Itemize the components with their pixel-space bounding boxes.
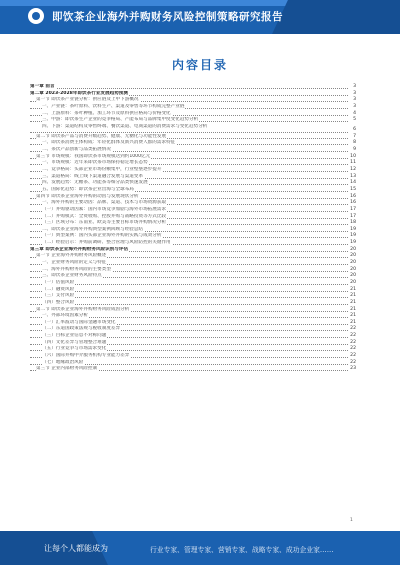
logo-icon xyxy=(28,8,44,24)
toc-entry-title: （五）行业竞争与市场需求变化 xyxy=(42,346,107,352)
toc-entry[interactable] xyxy=(30,287,356,294)
toc-entry[interactable] xyxy=(30,326,356,333)
toc-entry-title: 第一章 前言 xyxy=(30,84,55,89)
toc-entry-page: 17 xyxy=(350,206,356,212)
toc-entry-title: （一）估值风险 xyxy=(42,279,75,285)
toc-entry-title: （四）整合风险 xyxy=(42,299,75,305)
toc-entry[interactable] xyxy=(30,140,356,147)
toc-entry-title: 第一节 企业海外并购财务风险概述 xyxy=(36,253,107,259)
toc-entry-page: 19 xyxy=(350,233,356,239)
toc-entry[interactable] xyxy=(30,273,356,280)
toc-entry-page: 21 xyxy=(350,319,356,325)
toc-entry-page: 23 xyxy=(350,366,356,372)
toc-entry-page: 21 xyxy=(350,313,356,319)
toc-entry[interactable] xyxy=(30,91,356,98)
toc-entry-page: 10 xyxy=(350,153,356,159)
toc-entry-page: 20 xyxy=(350,253,356,259)
toc-entry[interactable] xyxy=(30,180,356,187)
toc-entry-title: 第二节 即饮茶企业海外并购财务风险成因分析 xyxy=(36,306,130,312)
toc-entry-title: 二、即饮茶企业海外并购典型案例回顾与经验总结 xyxy=(42,226,144,232)
toc-leader-dots xyxy=(30,132,348,133)
toc-entry-title: 第二节 即饮茶产品与消费升级趋势、健康、无糖化与功能性发展 xyxy=(36,133,167,139)
toc-entry-title: 一、市场规模：近年来即饮茶市场保持稳定增长态势 xyxy=(42,160,148,166)
toc-entry-title: 三、即饮茶企业财务风险特点 xyxy=(42,273,102,279)
toc-entry[interactable] xyxy=(30,253,356,260)
footer-slogan: 让每个人都能成为 xyxy=(44,544,108,553)
toc-entry-title: （二）东道国政策法规与税收制度差异 xyxy=(42,326,121,332)
toc-entry-page: 21 xyxy=(350,286,356,292)
header-decoration xyxy=(272,0,400,34)
toc-entry-title: （三）目标企业信息不对称问题 xyxy=(42,333,107,339)
toc-entry-title: 三、中游：即饮茶生产企业的竞争格局、产能布局与品牌集中度变化趋势分析 xyxy=(42,117,199,123)
toc-entry-page: 18 xyxy=(350,220,356,226)
toc-entry-title: 二、竞争格局：头部企业市场份额集中，行业壁垒逐步提升 xyxy=(42,167,162,173)
toc-entry-title: 一、产业链：茶叶原料、饮料生产、渠道及零售等环节构成完整产业链 xyxy=(42,103,185,109)
toc-entry[interactable] xyxy=(30,200,356,207)
toc-entry[interactable] xyxy=(30,360,356,367)
toc-entry-title: 第三节 企业内部财务风险控制 xyxy=(36,366,98,372)
toc-entry-title: （二）融资风险 xyxy=(42,286,75,292)
toc-entry-title: （六）国际并购中介服务机构专业能力差异 xyxy=(42,352,130,358)
toc-entry-title: 一、即饮茶消费主体构成：年轻化群体及新兴消费人群的需求特征 xyxy=(42,140,176,146)
toc-entry[interactable] xyxy=(30,97,356,104)
toc-entry-title: （四）文化差异与管理整合难题 xyxy=(42,339,107,345)
toc-entry-title: 一、外部环境因素分析 xyxy=(42,313,88,319)
toc-entry-page: 11 xyxy=(350,160,356,166)
toc-entry[interactable] xyxy=(30,167,356,174)
toc-entry[interactable] xyxy=(30,313,356,320)
toc-entry[interactable] xyxy=(30,207,356,214)
toc-entry-title: 第三节 市场规模：我国即饮茶市场规模达到约1000亿元 xyxy=(36,153,151,159)
toc-entry-title: （一）汇率波动与国际金融市场变化 xyxy=(42,319,116,325)
toc-entry[interactable] xyxy=(30,187,356,194)
footer-banner xyxy=(0,531,400,565)
toc-entry-page: 20 xyxy=(350,260,356,266)
toc-entry[interactable] xyxy=(30,346,356,353)
toc-entry-page: 19 xyxy=(350,226,356,232)
toc-entry-title: （三）支付风险 xyxy=(42,293,75,299)
toc-entry[interactable] xyxy=(30,220,356,227)
toc-entry-page: 13 xyxy=(350,173,356,179)
toc-entry-page: 20 xyxy=(350,266,356,272)
toc-entry[interactable] xyxy=(30,194,356,201)
toc-entry-page: 21 xyxy=(350,306,356,312)
toc-entry-page: 7 xyxy=(353,133,356,139)
toc-entry-page: 21 xyxy=(350,293,356,299)
toc-entry-page: 3 xyxy=(353,84,356,89)
toc-entry-page: 15 xyxy=(350,186,356,192)
toc-entry[interactable] xyxy=(30,320,356,327)
toc-entry-page: 9 xyxy=(353,147,356,153)
toc-entry-page: 6 xyxy=(353,127,356,133)
toc-entry-title: 一、企业财务风险的定义与特征 xyxy=(42,260,107,266)
toc-entry-page: 3 xyxy=(353,103,356,109)
toc-entry[interactable] xyxy=(30,340,356,347)
toc-entry-page: 22 xyxy=(350,339,356,345)
toc-entry-page: 19 xyxy=(350,240,356,246)
toc-entry[interactable] xyxy=(30,104,356,111)
toc-entry[interactable] xyxy=(30,300,356,307)
toc-entry[interactable] xyxy=(30,280,356,287)
page-number: 1 xyxy=(350,518,353,523)
toc-entry-title: 五、国际化趋势：即饮茶企业出海与全球布局 xyxy=(42,186,134,192)
toc-entry-page: 16 xyxy=(350,200,356,206)
toc-entry[interactable] xyxy=(30,227,356,234)
toc-entry-page: 22 xyxy=(350,352,356,358)
toc-entry-page: 22 xyxy=(350,333,356,339)
toc-entry[interactable] xyxy=(30,147,356,154)
toc-entry[interactable] xyxy=(30,214,356,221)
toc-entry-page: 4 xyxy=(353,110,356,116)
toc-entry-page: 16 xyxy=(350,193,356,199)
toc-leader-dots xyxy=(30,291,348,292)
toc-entry[interactable] xyxy=(30,307,356,314)
toc-entry[interactable] xyxy=(30,293,356,300)
toc-entry-title: （一）典型案例：国内头部企业海外并购的实践与成效分析 xyxy=(42,233,162,239)
toc-entry-title: 二、上游原料：茶叶种植、加工环节及原料供应格局与价格变化 xyxy=(42,110,171,116)
toc-entry[interactable] xyxy=(30,124,356,134)
toc-entry[interactable] xyxy=(30,366,356,373)
toc-entry-title: 四、下游：渠道结构及零售终端、餐饮渠道、电商渠道的消费需求与变化趋势分析 xyxy=(42,124,343,129)
toc-entry-page: 20 xyxy=(350,279,356,285)
toc-entry-title: 一、海外并购的主要动因：品牌、渠道、技术与市场资源获取 xyxy=(42,200,167,206)
toc-entry-title: 第一节 即饮茶产业链分析：供应链及上中下游概况 xyxy=(36,97,139,103)
footer-tagline: 行业专家、管理专家、营销专家、战略专家、成功企业家…… xyxy=(150,546,334,554)
toc-entry-page: 20 xyxy=(350,273,356,279)
toc-leader-dots xyxy=(30,284,348,285)
toc-entry[interactable] xyxy=(30,84,356,91)
toc-entry[interactable] xyxy=(30,154,356,161)
toc-entry-title: 三、渠道格局：线上线下渠道融合发展与渠道变革 xyxy=(42,173,144,179)
toc-entry[interactable] xyxy=(30,247,356,254)
toc-entry[interactable] xyxy=(30,260,356,267)
toc-entry-page: 20 xyxy=(350,246,356,252)
toc-entry-title: 第二章 2023-2028年即饮茶行业发展趋势预测 xyxy=(30,90,128,96)
toc-entry-page: 3 xyxy=(353,97,356,103)
toc-entry[interactable] xyxy=(30,333,356,340)
toc-entry[interactable] xyxy=(30,134,356,141)
toc-entry[interactable] xyxy=(30,267,356,274)
toc-entry-page: 21 xyxy=(350,299,356,305)
toc-heading: 内容目录 xyxy=(171,58,228,72)
toc-entry-title: 第三章 即饮茶企业海外并购财务风险识别与评估 xyxy=(30,246,129,252)
header-banner xyxy=(0,0,400,34)
toc-entry-page: 14 xyxy=(350,180,356,186)
toc-entry[interactable] xyxy=(30,117,356,124)
toc-entry-page: 12 xyxy=(350,167,356,173)
toc-entry-page: 17 xyxy=(350,213,356,219)
toc-entry-title: （一）并购驱动因素：国内市场竞争加剧与海外市场拓展需求 xyxy=(42,206,167,212)
toc-entry[interactable] xyxy=(30,160,356,167)
toc-entry[interactable] xyxy=(30,233,356,240)
toc-entry[interactable] xyxy=(30,174,356,181)
toc-entry-title: （七）地缘政治风险 xyxy=(42,359,84,365)
toc-entry[interactable] xyxy=(30,240,356,247)
toc-entry-page: 3 xyxy=(353,90,356,96)
toc-entry[interactable] xyxy=(30,111,356,118)
toc-entry-title: 二、茶饮产品创新与品类拓展情况 xyxy=(42,147,111,153)
toc-entry-page: 8 xyxy=(353,140,356,146)
toc-entry-page: 22 xyxy=(350,346,356,352)
table-of-contents xyxy=(30,84,356,373)
toc-entry-title: 第四节 即饮茶企业海外并购的动因与发展现状分析 xyxy=(36,193,139,199)
toc-leader-dots xyxy=(30,304,348,305)
toc-entry-title: （三）区域分布：东南亚、欧美等主要目标市场并购情况分析 xyxy=(42,220,167,226)
toc-leader-dots xyxy=(30,297,348,298)
toc-entry-title: （二）经验启示：并购前调研、整合管理与风险防控的关键作用 xyxy=(42,240,171,246)
toc-leader-dots xyxy=(30,88,348,89)
toc-entry-page: 22 xyxy=(350,359,356,365)
toc-entry-title: 二、海外并购财务风险的主要类型 xyxy=(42,266,111,272)
toc-entry-page: 22 xyxy=(350,326,356,332)
toc-entry-title: （二）并购模式：全资收购、控股并购与战略投资等方式比较 xyxy=(42,213,167,219)
toc-entry-page: 5 xyxy=(353,117,356,123)
toc-entry-title: 四、发展趋势：无糖茶、功能茶等细分品类快速发展 xyxy=(42,180,148,186)
report-title: 即饮茶企业海外并购财务风险控制策略研究报告 xyxy=(52,11,283,23)
toc-entry[interactable] xyxy=(30,353,356,360)
